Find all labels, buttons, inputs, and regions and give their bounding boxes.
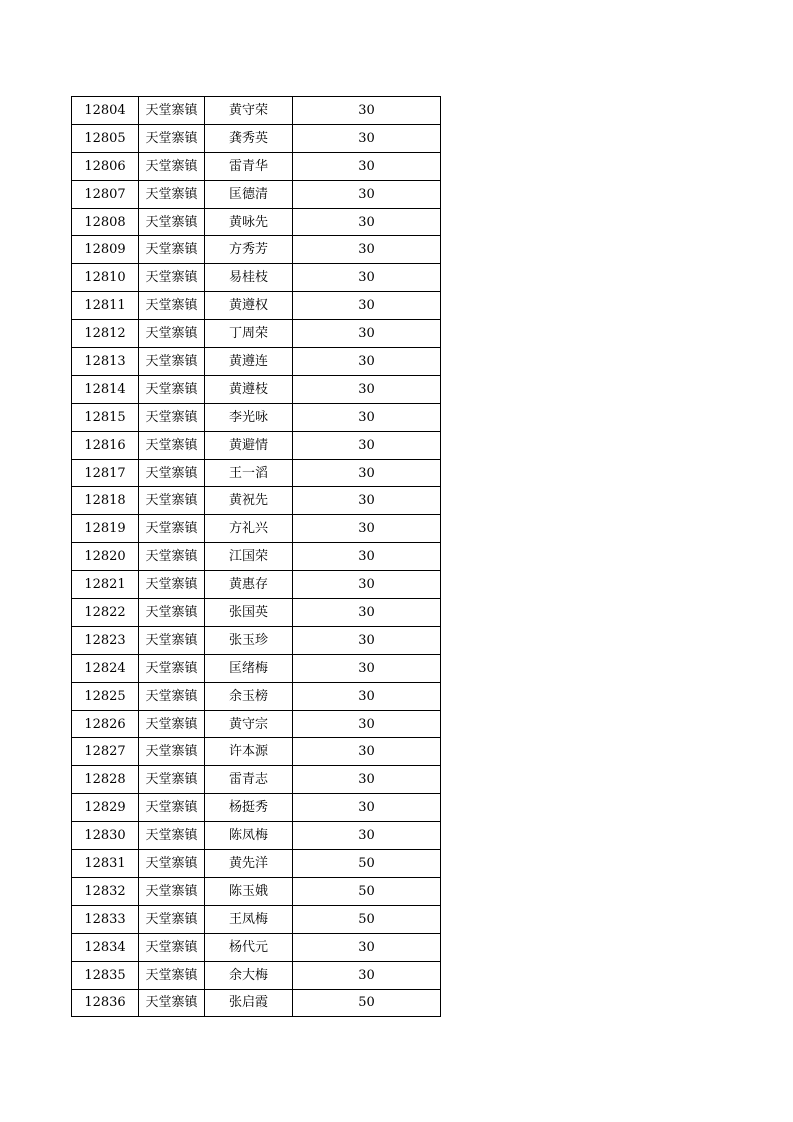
table-row bbox=[72, 459, 441, 487]
cell-amount: 30 bbox=[293, 682, 441, 710]
cell-town: 天堂寨镇 bbox=[139, 375, 205, 403]
cell-town: 天堂寨镇 bbox=[139, 431, 205, 459]
cell-town: 天堂寨镇 bbox=[139, 850, 205, 878]
cell-town: 天堂寨镇 bbox=[139, 599, 205, 627]
cell-town: 天堂寨镇 bbox=[139, 236, 205, 264]
table-row bbox=[72, 682, 441, 710]
cell-amount: 30 bbox=[293, 431, 441, 459]
table-row bbox=[72, 626, 441, 654]
table-row bbox=[72, 515, 441, 543]
cell-record-id: 12814 bbox=[72, 375, 139, 403]
cell-amount: 30 bbox=[293, 264, 441, 292]
cell-town: 天堂寨镇 bbox=[139, 152, 205, 180]
cell-town: 天堂寨镇 bbox=[139, 682, 205, 710]
cell-person-name: 张启霞 bbox=[205, 989, 293, 1017]
cell-amount: 30 bbox=[293, 710, 441, 738]
cell-person-name: 方礼兴 bbox=[205, 515, 293, 543]
cell-person-name: 余大梅 bbox=[205, 961, 293, 989]
cell-town: 天堂寨镇 bbox=[139, 822, 205, 850]
table-row bbox=[72, 599, 441, 627]
cell-amount: 30 bbox=[293, 738, 441, 766]
table-row bbox=[72, 794, 441, 822]
cell-record-id: 12824 bbox=[72, 654, 139, 682]
cell-record-id: 12829 bbox=[72, 794, 139, 822]
cell-town: 天堂寨镇 bbox=[139, 654, 205, 682]
cell-record-id: 12822 bbox=[72, 599, 139, 627]
cell-amount: 30 bbox=[293, 766, 441, 794]
cell-amount: 30 bbox=[293, 124, 441, 152]
table-row bbox=[72, 738, 441, 766]
cell-person-name: 黄守宗 bbox=[205, 710, 293, 738]
cell-record-id: 12810 bbox=[72, 264, 139, 292]
cell-town: 天堂寨镇 bbox=[139, 292, 205, 320]
cell-record-id: 12807 bbox=[72, 180, 139, 208]
table-row bbox=[72, 961, 441, 989]
table-row bbox=[72, 766, 441, 794]
cell-town: 天堂寨镇 bbox=[139, 403, 205, 431]
cell-record-id: 12817 bbox=[72, 459, 139, 487]
cell-person-name: 黄守荣 bbox=[205, 97, 293, 125]
cell-record-id: 12813 bbox=[72, 348, 139, 376]
cell-town: 天堂寨镇 bbox=[139, 571, 205, 599]
cell-person-name: 方秀芳 bbox=[205, 236, 293, 264]
cell-amount: 30 bbox=[293, 97, 441, 125]
cell-person-name: 雷青华 bbox=[205, 152, 293, 180]
cell-amount: 50 bbox=[293, 905, 441, 933]
cell-person-name: 杨代元 bbox=[205, 933, 293, 961]
cell-record-id: 12827 bbox=[72, 738, 139, 766]
cell-record-id: 12821 bbox=[72, 571, 139, 599]
cell-record-id: 12823 bbox=[72, 626, 139, 654]
cell-amount: 30 bbox=[293, 487, 441, 515]
table-row bbox=[72, 905, 441, 933]
cell-person-name: 黄避情 bbox=[205, 431, 293, 459]
cell-person-name: 黄祝先 bbox=[205, 487, 293, 515]
cell-amount: 30 bbox=[293, 654, 441, 682]
cell-person-name: 江国荣 bbox=[205, 543, 293, 571]
cell-town: 天堂寨镇 bbox=[139, 543, 205, 571]
table-row bbox=[72, 431, 441, 459]
cell-person-name: 黄遵连 bbox=[205, 348, 293, 376]
cell-town: 天堂寨镇 bbox=[139, 97, 205, 125]
cell-person-name: 雷青志 bbox=[205, 766, 293, 794]
table-row bbox=[72, 877, 441, 905]
cell-town: 天堂寨镇 bbox=[139, 515, 205, 543]
cell-person-name: 张玉珍 bbox=[205, 626, 293, 654]
table-row bbox=[72, 124, 441, 152]
cell-town: 天堂寨镇 bbox=[139, 710, 205, 738]
table-row bbox=[72, 348, 441, 376]
cell-town: 天堂寨镇 bbox=[139, 348, 205, 376]
cell-amount: 30 bbox=[293, 152, 441, 180]
cell-record-id: 12830 bbox=[72, 822, 139, 850]
cell-record-id: 12805 bbox=[72, 124, 139, 152]
cell-amount: 30 bbox=[293, 403, 441, 431]
cell-record-id: 12836 bbox=[72, 989, 139, 1017]
cell-record-id: 12816 bbox=[72, 431, 139, 459]
cell-record-id: 12819 bbox=[72, 515, 139, 543]
cell-record-id: 12835 bbox=[72, 961, 139, 989]
cell-person-name: 丁周荣 bbox=[205, 320, 293, 348]
cell-person-name: 王一滔 bbox=[205, 459, 293, 487]
cell-town: 天堂寨镇 bbox=[139, 766, 205, 794]
cell-record-id: 12809 bbox=[72, 236, 139, 264]
table-row bbox=[72, 97, 441, 125]
cell-amount: 30 bbox=[293, 292, 441, 320]
cell-town: 天堂寨镇 bbox=[139, 459, 205, 487]
cell-amount: 30 bbox=[293, 180, 441, 208]
cell-record-id: 12825 bbox=[72, 682, 139, 710]
cell-person-name: 黄遵枝 bbox=[205, 375, 293, 403]
cell-town: 天堂寨镇 bbox=[139, 794, 205, 822]
table-row bbox=[72, 180, 441, 208]
cell-town: 天堂寨镇 bbox=[139, 320, 205, 348]
table-row bbox=[72, 403, 441, 431]
cell-town: 天堂寨镇 bbox=[139, 487, 205, 515]
table-row bbox=[72, 375, 441, 403]
cell-amount: 30 bbox=[293, 794, 441, 822]
cell-town: 天堂寨镇 bbox=[139, 877, 205, 905]
table-row bbox=[72, 292, 441, 320]
cell-amount: 30 bbox=[293, 961, 441, 989]
cell-person-name: 匡绪梅 bbox=[205, 654, 293, 682]
cell-amount: 30 bbox=[293, 236, 441, 264]
cell-amount: 50 bbox=[293, 989, 441, 1017]
cell-person-name: 易桂枝 bbox=[205, 264, 293, 292]
cell-town: 天堂寨镇 bbox=[139, 124, 205, 152]
cell-person-name: 余玉榜 bbox=[205, 682, 293, 710]
table-row bbox=[72, 208, 441, 236]
table-row bbox=[72, 487, 441, 515]
cell-record-id: 12812 bbox=[72, 320, 139, 348]
cell-person-name: 黄先洋 bbox=[205, 850, 293, 878]
cell-person-name: 王凤梅 bbox=[205, 905, 293, 933]
cell-person-name: 匡德清 bbox=[205, 180, 293, 208]
cell-record-id: 12826 bbox=[72, 710, 139, 738]
table-row bbox=[72, 543, 441, 571]
cell-person-name: 杨挺秀 bbox=[205, 794, 293, 822]
table-row bbox=[72, 264, 441, 292]
table-row bbox=[72, 850, 441, 878]
cell-amount: 30 bbox=[293, 375, 441, 403]
cell-record-id: 12820 bbox=[72, 543, 139, 571]
cell-record-id: 12815 bbox=[72, 403, 139, 431]
cell-person-name: 李光咏 bbox=[205, 403, 293, 431]
cell-record-id: 12811 bbox=[72, 292, 139, 320]
cell-town: 天堂寨镇 bbox=[139, 905, 205, 933]
cell-person-name: 黄惠存 bbox=[205, 571, 293, 599]
table-row bbox=[72, 654, 441, 682]
cell-town: 天堂寨镇 bbox=[139, 933, 205, 961]
cell-town: 天堂寨镇 bbox=[139, 961, 205, 989]
cell-person-name: 张国英 bbox=[205, 599, 293, 627]
table-body bbox=[72, 97, 441, 1017]
table-row bbox=[72, 710, 441, 738]
cell-amount: 30 bbox=[293, 571, 441, 599]
cell-record-id: 12818 bbox=[72, 487, 139, 515]
cell-amount: 30 bbox=[293, 320, 441, 348]
cell-amount: 30 bbox=[293, 515, 441, 543]
table-row bbox=[72, 571, 441, 599]
table-row bbox=[72, 236, 441, 264]
table-row bbox=[72, 822, 441, 850]
table-row bbox=[72, 320, 441, 348]
cell-record-id: 12833 bbox=[72, 905, 139, 933]
cell-record-id: 12806 bbox=[72, 152, 139, 180]
cell-record-id: 12832 bbox=[72, 877, 139, 905]
cell-person-name: 黄咏先 bbox=[205, 208, 293, 236]
table-row bbox=[72, 989, 441, 1017]
cell-record-id: 12804 bbox=[72, 97, 139, 125]
cell-town: 天堂寨镇 bbox=[139, 738, 205, 766]
cell-town: 天堂寨镇 bbox=[139, 180, 205, 208]
cell-record-id: 12834 bbox=[72, 933, 139, 961]
cell-person-name: 陈凤梅 bbox=[205, 822, 293, 850]
cell-town: 天堂寨镇 bbox=[139, 989, 205, 1017]
cell-amount: 50 bbox=[293, 850, 441, 878]
cell-town: 天堂寨镇 bbox=[139, 626, 205, 654]
table-row bbox=[72, 933, 441, 961]
cell-person-name: 黄遵权 bbox=[205, 292, 293, 320]
cell-amount: 30 bbox=[293, 599, 441, 627]
cell-record-id: 12831 bbox=[72, 850, 139, 878]
cell-amount: 30 bbox=[293, 822, 441, 850]
cell-amount: 30 bbox=[293, 348, 441, 376]
cell-amount: 30 bbox=[293, 208, 441, 236]
cell-amount: 30 bbox=[293, 626, 441, 654]
cell-record-id: 12808 bbox=[72, 208, 139, 236]
cell-town: 天堂寨镇 bbox=[139, 264, 205, 292]
cell-person-name: 龚秀英 bbox=[205, 124, 293, 152]
cell-amount: 50 bbox=[293, 877, 441, 905]
cell-person-name: 许本源 bbox=[205, 738, 293, 766]
cell-amount: 30 bbox=[293, 543, 441, 571]
cell-amount: 30 bbox=[293, 933, 441, 961]
cell-person-name: 陈玉娥 bbox=[205, 877, 293, 905]
cell-amount: 30 bbox=[293, 459, 441, 487]
table-row bbox=[72, 152, 441, 180]
cell-record-id: 12828 bbox=[72, 766, 139, 794]
data-table bbox=[71, 96, 441, 1017]
cell-town: 天堂寨镇 bbox=[139, 208, 205, 236]
